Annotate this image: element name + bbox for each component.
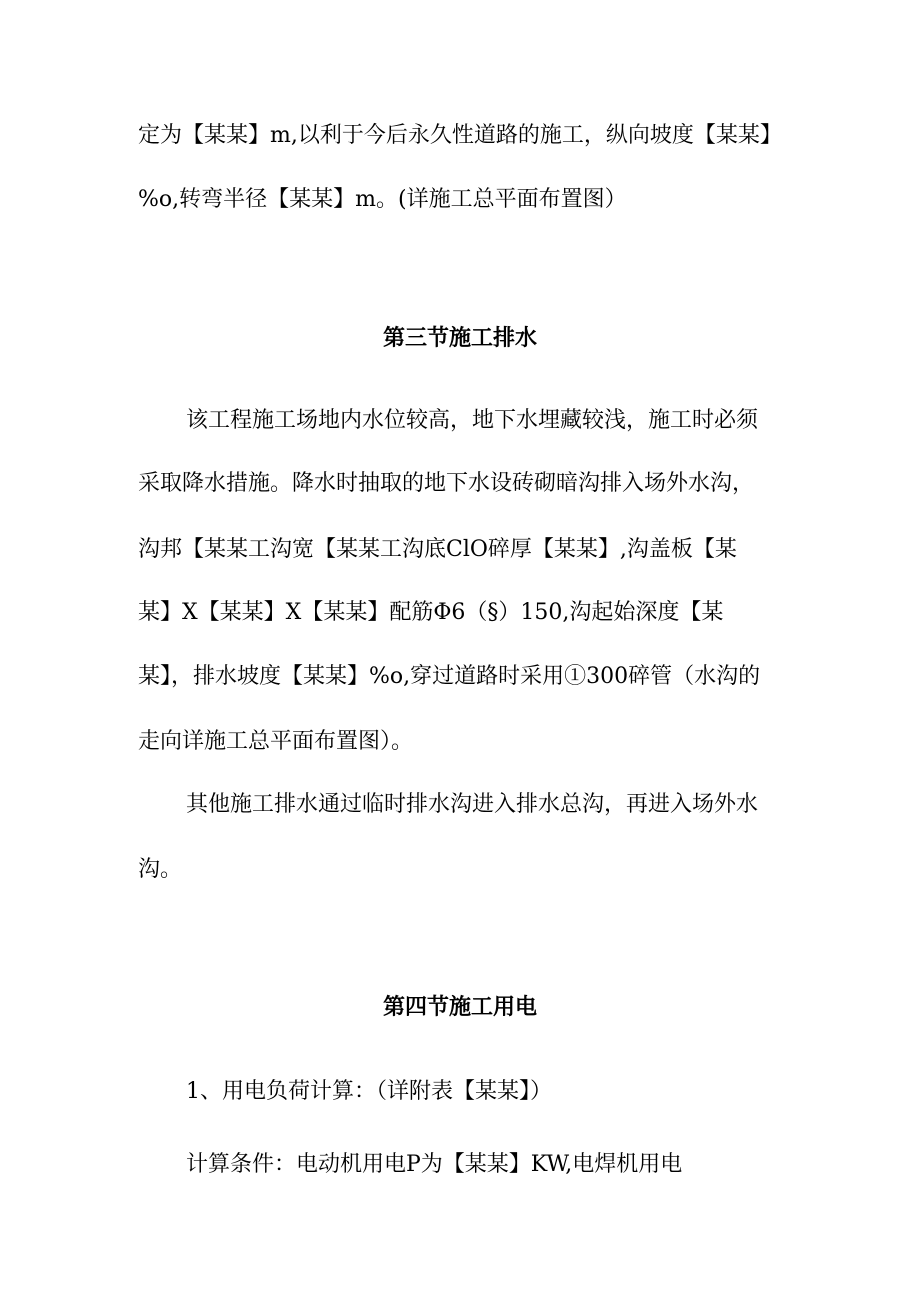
section3-p1-line-2: 采取降水措施。降水时抽取的地下水设砖砌暗沟排入场外水沟，	[138, 471, 755, 496]
section4-item1: 1、用电负荷计算：（详附表【某某】）	[186, 1079, 552, 1104]
section3-p1-line-5: 某】，排水坡度【某某】%o,穿过道路时采用①300碎管（水沟的	[138, 664, 761, 689]
section3-p1-line-3: 沟邦【某某工沟宽【某某工沟底ClO碎厚【某某】,沟盖板【某	[138, 537, 737, 562]
section3-p1-line-4: 某】X【某某】X【某某】配筋Φ6（§）150,沟起始深度【某	[138, 600, 724, 625]
intro-line-1: 定为【某某】m,以利于今后永久性道路的施工，纵向坡度【某某】	[138, 123, 782, 148]
section3-p2-line-1: 其他施工排水通过临时排水沟进入排水总沟，再进入场外水	[186, 792, 759, 817]
section3-p2-line-2: 沟。	[138, 857, 183, 882]
intro-line-2: %o,转弯半径【某某】m。(详施工总平面布置图）	[138, 187, 627, 212]
section3-p1-line-6: 走向详施工总平面布置图）。	[138, 729, 414, 754]
section4-title: 第四节施工用电	[382, 995, 537, 1020]
section3-p1-line-1: 该工程施工场地内水位较高，地下水埋藏较浅，施工时必须	[186, 408, 759, 433]
section3-title: 第三节施工排水	[382, 326, 537, 351]
section4-condition: 计算条件：电动机用电P为【某某】KW,电焊机用电	[186, 1152, 683, 1177]
